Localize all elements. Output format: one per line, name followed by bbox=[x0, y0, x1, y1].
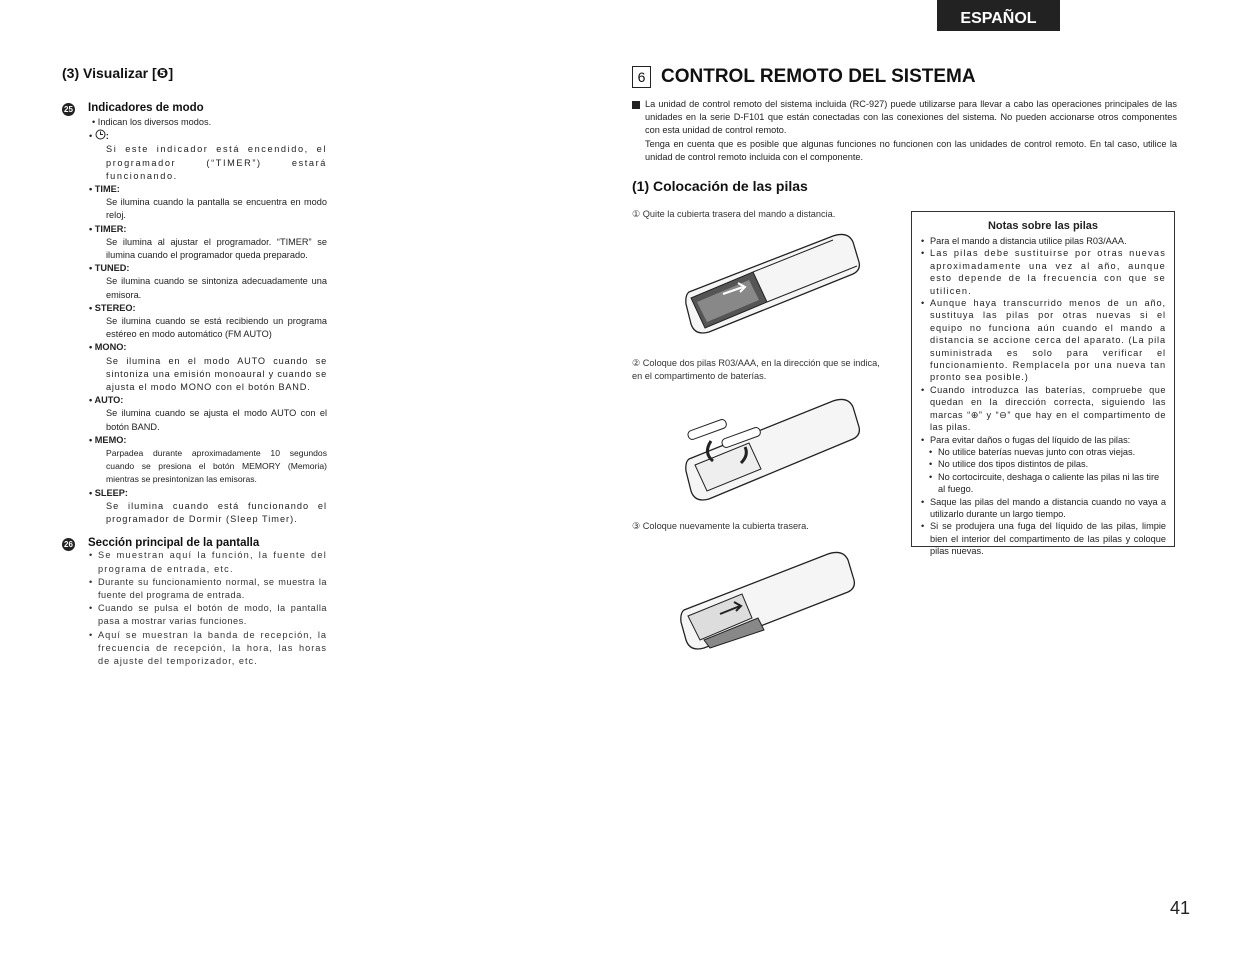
item-26 bbox=[62, 537, 327, 668]
entry-label: • TIMER: bbox=[89, 223, 127, 234]
intro-text-2: Tenga en cuenta que es posible que algunas funciones no funcionen con las unidades de control remoto. En tal caso, utilice la unidad de control remoto incluida con el componente. bbox=[645, 138, 1177, 162]
entry-label: • TUNED: bbox=[89, 263, 130, 274]
entry-text: Se ilumina cuando se está recibiendo un programa estéreo en modo automático (FM AUTO) bbox=[106, 316, 327, 340]
step-2: ② Coloque dos pilas R03/AAA, en la dirección que se indica, en el compartimento de baterías. bbox=[632, 358, 880, 382]
note-item: • Para el mando a distancia utilice pilas R03/AAA. bbox=[920, 235, 1166, 247]
entry-sleep bbox=[62, 487, 327, 527]
entry-timer bbox=[62, 223, 327, 263]
remote-illustration-cover-on bbox=[678, 548, 868, 652]
entry-text: Se ilumina cuando la pantalla se encuentra en modo reloj. bbox=[106, 197, 327, 221]
entry-text: Se ilumina cuando está funcionando el programador de Dormir (Sleep Timer). bbox=[106, 500, 327, 525]
note-sub-item: • No utilice dos tipos distintos de pilas. bbox=[920, 458, 1166, 470]
note-item: • Aunque haya transcurrido menos de un año, sustituya las pilas por otras nuevas si el equipo no funciona aún cuando el mando a distancia se accione cerca del aparato. (La pila suministrada es solo para verificar el funcionamiento. Remplacela por una nueva tan pronto sea posible.) bbox=[920, 297, 1166, 384]
notes-title: Notas sobre las pilas bbox=[987, 220, 1099, 232]
batteries-heading: (1) Colocación de las pilas bbox=[632, 178, 808, 194]
remote-illustration-cover-off bbox=[683, 232, 873, 338]
clock-entry: • : bbox=[89, 131, 109, 142]
visualizar-heading: (3) Visualizar [❺] bbox=[62, 65, 174, 81]
intro-paragraph bbox=[632, 98, 1177, 164]
section-title bbox=[632, 66, 976, 88]
list-item: • Aquí se muestran la banda de recepción, la frecuencia de recepción, la hora, las horas de ajuste del temporizador, etc. bbox=[89, 629, 327, 669]
clock-icon bbox=[95, 129, 106, 140]
list-item: • Cuando se pulsa el botón de modo, la pantalla pasa a mostrar varias funciones. bbox=[89, 602, 327, 628]
left-column bbox=[62, 102, 327, 668]
list-item: • Durante su funcionamiento normal, se muestra la fuente del programa de entrada. bbox=[89, 576, 327, 602]
note-item: • Para evitar daños o fugas del líquido de las pilas: bbox=[920, 434, 1166, 446]
item-25-intro: • Indican los diversos modos. bbox=[92, 117, 212, 127]
entry-time bbox=[62, 183, 327, 223]
note-item: • Cuando introduzca las baterías, compruebe que quedan en la dirección correcta, siguiendo las marcas “⊕” y “⊖” que hay en el compartimento de las pilas. bbox=[920, 384, 1166, 434]
note-sub-item: • No utilice baterías nuevas junto con otras viejas. bbox=[920, 446, 1166, 458]
entry-auto bbox=[62, 394, 327, 434]
item-25 bbox=[62, 102, 327, 526]
note-item: • Si se produjera una fuga del líquido de las pilas, limpie bien el interior del compartimento de las pilas y coloque pilas nuevas. bbox=[920, 520, 1166, 557]
section-number: 6 bbox=[632, 66, 651, 88]
entry-text: Se ilumina cuando se ajusta el modo AUTO con el botón BAND. bbox=[106, 408, 327, 432]
clock-text: Si este indicador está encendido, el programador (“TIMER”) estará funcionando. bbox=[106, 144, 327, 181]
entry-text: Se ilumina al ajustar el programador. “TIMER” se ilumina cuando el programador queda preparado. bbox=[106, 236, 327, 261]
entry-label: • AUTO: bbox=[89, 395, 124, 406]
page-number: 41 bbox=[1170, 898, 1191, 918]
mode-indicator-list bbox=[62, 183, 327, 526]
item-25-number: 25 bbox=[62, 103, 75, 116]
section-title-text: CONTROL REMOTO DEL SISTEMA bbox=[661, 66, 976, 87]
note-item: • Las pilas debe sustituirse por otras nuevas aproximadamente una vez al año, aunque esto depende de la frecuencia con que se utilicen. bbox=[920, 247, 1166, 297]
entry-label: • SLEEP: bbox=[89, 487, 128, 498]
square-bullet-icon bbox=[632, 101, 640, 109]
remote-illustration-insert-batteries bbox=[683, 395, 873, 505]
entry-stereo bbox=[62, 302, 327, 342]
note-sub-item: • No cortocircuite, deshaga o caliente las pilas ni las tire al fuego. bbox=[920, 471, 1166, 496]
entry-label: • MONO: bbox=[89, 342, 127, 353]
step-1: ① Quite la cubierta trasera del mando a distancia. bbox=[632, 209, 836, 219]
item-25-title: Indicadores de modo bbox=[88, 102, 204, 114]
entry-text: Se ilumina cuando se sintoniza adecuadamente una emisora. bbox=[106, 276, 327, 300]
item-26-number: 26 bbox=[62, 538, 75, 551]
entry-label: • STEREO: bbox=[89, 302, 136, 313]
item-26-title: Sección principal de la pantalla bbox=[88, 537, 260, 550]
entry-memo bbox=[62, 434, 327, 487]
language-tab: ESPAÑOL bbox=[937, 0, 1060, 31]
step-3: ③ Coloque nuevamente la cubierta trasera. bbox=[632, 521, 809, 531]
item-26-list bbox=[62, 549, 327, 668]
entry-text: Parpadea durante aproximadamente 10 segundos cuando se presiona el botón MEMORY (Memoria) mientras se presintonizan las emisoras. bbox=[106, 448, 327, 485]
entry-tuned bbox=[62, 262, 327, 302]
note-item: • Saque las pilas del mando a distancia cuando no vaya a utilizarlo durante un largo tiempo. bbox=[920, 496, 1166, 521]
battery-notes-box bbox=[911, 211, 1175, 557]
entry-text: Se ilumina en el modo AUTO cuando se sintoniza una emisión monoaural y cuando se ajusta el modo MONO con el botón BAND. bbox=[106, 355, 327, 393]
list-item: • Se muestran aquí la función, la fuente del programa de entrada, etc. bbox=[89, 549, 327, 575]
entry-label: • TIME: bbox=[89, 184, 120, 195]
intro-text: La unidad de control remoto del sistema incluida (RC-927) puede utilizarse para llevar a cabo las operaciones principales de las unidades en la serie D-F101 que están conectadas con las conexiones del sistema. No pueden accionarse otros componentes con esta unidad de control remoto. bbox=[645, 99, 1177, 136]
entry-mono bbox=[62, 341, 327, 394]
entry-label: • MEMO: bbox=[89, 434, 127, 445]
